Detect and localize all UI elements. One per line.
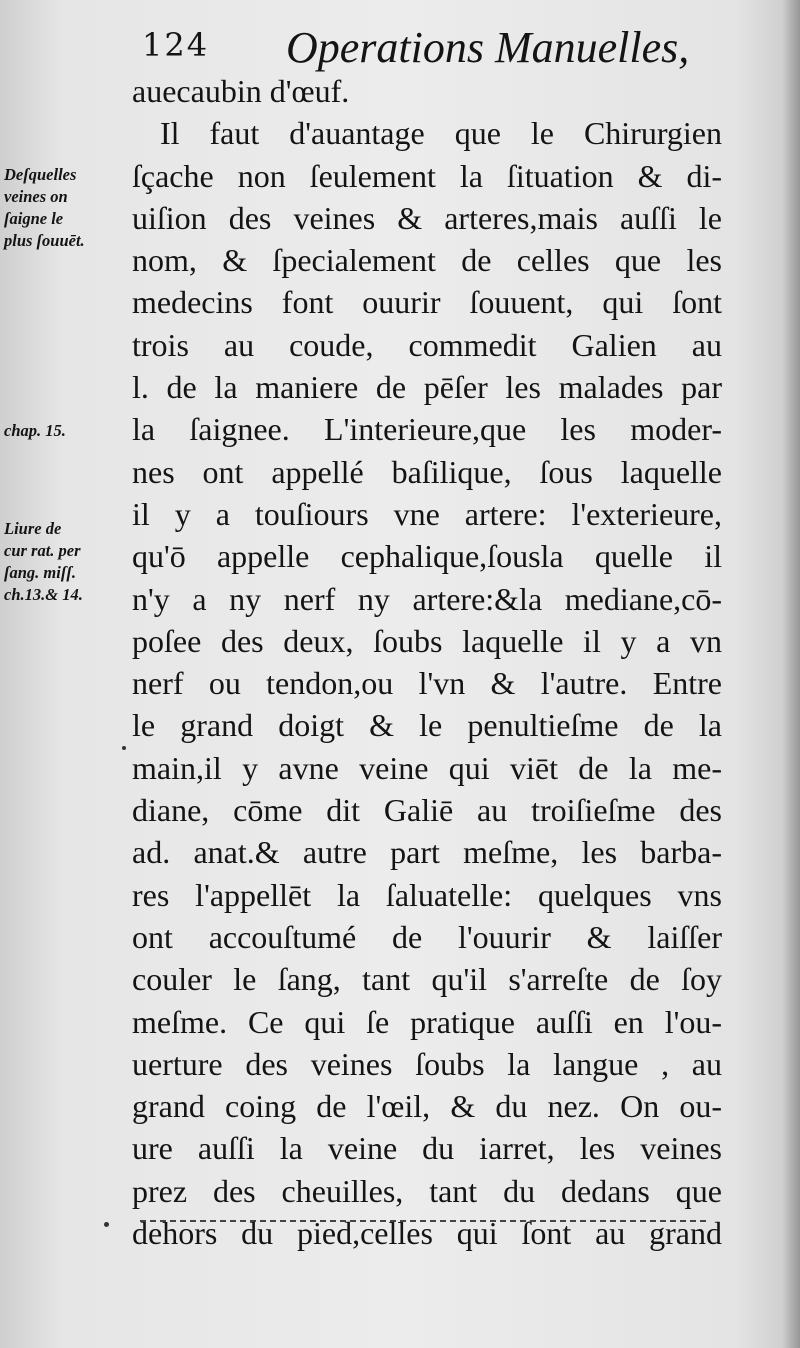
- text-line: nes ont appellé baſilique, ſous laquelle: [132, 453, 722, 490]
- text-line: prez des cheuilles, tant du dedans que: [132, 1172, 722, 1209]
- marginal-note-chapter: [4, 420, 130, 442]
- text-line: nerf ou tendon,ou l'vn & l'autre. Entre: [132, 665, 722, 702]
- marginal-note-line: chap. 15.: [4, 421, 66, 440]
- text-line: il y a touſiours vne artere: l'exterieure,: [132, 495, 722, 532]
- text-line: medecins font ouurir ſouuent, qui ſont: [132, 284, 722, 321]
- page-header: [0, 14, 800, 72]
- text-line: trois au coude, commedit Galien au: [132, 326, 722, 363]
- marginal-note-veins: [4, 164, 130, 252]
- text-line: nom, & ſpecialement de celles que les: [132, 242, 722, 279]
- text-line: auecaubin d'œuf.: [132, 73, 350, 109]
- marginal-note-line: plus ſouuēt.: [4, 231, 85, 250]
- marginal-note-line: Liure de: [4, 519, 62, 538]
- bottom-rule: [140, 1220, 706, 1222]
- text-line: meſme. Ce qui ſe pratique auſſi en l'ou-: [132, 1003, 722, 1040]
- marginal-note-reference: [4, 518, 130, 606]
- text-line: la ſaignee. L'interieure,que les moder-: [132, 411, 722, 448]
- text-line: couler le ſang, tant qu'il s'arreſte de ſoy: [132, 961, 722, 998]
- text-line: dehors du pied,celles qui ſont au grand: [132, 1215, 722, 1252]
- marginal-note-line: ch.13.& 14.: [4, 585, 83, 604]
- text-line: main,il y avne veine qui viēt de la me-: [132, 749, 722, 786]
- marginal-note-line: ſang. miſſ.: [4, 563, 76, 582]
- marginal-note-line: cur rat. per: [4, 541, 81, 560]
- text-line: diane, cōme dit Galiē au troiſieſme des: [132, 792, 722, 829]
- page-number: 124: [142, 26, 210, 64]
- text-line: qu'ō appelle cephalique,ſousla quelle il: [132, 538, 722, 575]
- text-line: ad. anat.& autre part meſme, les barba-: [132, 834, 722, 871]
- text-line: n'y a ny nerf ny artere:&la mediane,cō-: [132, 580, 722, 617]
- text-line: l. de la maniere de pēſer les malades par: [132, 369, 722, 406]
- text-line: Il faut d'auantage que le Chirurgien: [160, 115, 722, 152]
- page-gutter-shadow: [782, 0, 800, 1348]
- body-text: [132, 70, 722, 1254]
- text-line: grand coing de l'œil, & du nez. On ou-: [132, 1088, 722, 1125]
- text-line: ont accouſtumé de l'ouurir & laiſſer: [132, 918, 722, 955]
- ink-speck: [104, 1222, 109, 1227]
- text-line: poſee des deux, ſoubs laquelle il y a vn: [132, 622, 722, 659]
- text-line: res l'appellēt la ſaluatelle: quelques vns: [132, 876, 722, 913]
- text-line: ſçache non ſeulement la ſituation & di-: [132, 157, 722, 194]
- text-line: le grand doigt & le penultieſme de la: [132, 707, 722, 744]
- marginal-note-line: ſaigne le: [4, 209, 64, 228]
- ink-speck: [122, 746, 126, 750]
- marginal-note-line: Deſquelles: [4, 165, 77, 184]
- running-title: Operations Manuelles,: [286, 23, 690, 72]
- text-line: uerture des veines ſoubs la langue , au: [132, 1045, 722, 1082]
- text-line: ure auſſi la veine du iarret, les veines: [132, 1130, 722, 1167]
- marginal-note-line: veines on: [4, 187, 68, 206]
- text-line: uiſion des veines & arteres,mais auſſi le: [132, 199, 722, 236]
